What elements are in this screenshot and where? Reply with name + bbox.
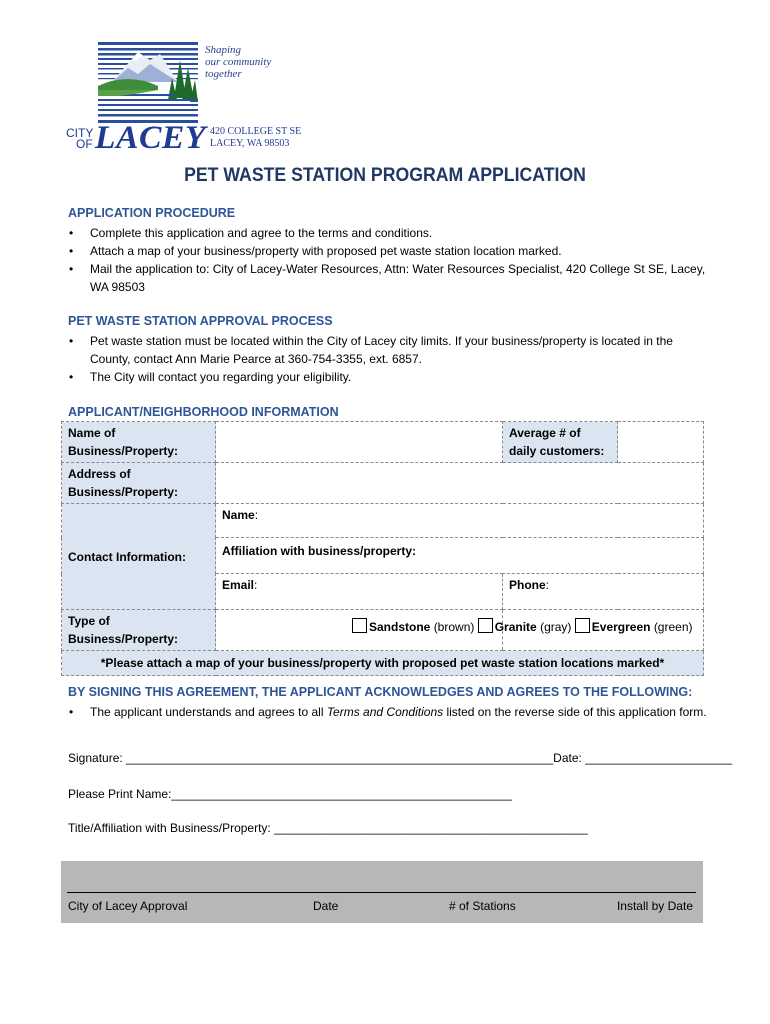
stations-label: # of Stations [449, 899, 516, 913]
approval-process-heading: PET WASTE STATION APPROVAL PROCESS [68, 314, 333, 328]
applicant-form-table [61, 421, 704, 676]
agreement-heading: BY SIGNING THIS AGREEMENT, THE APPLICANT ACKNOWLEDGES AND AGREES TO THE FOLLOWING: [68, 685, 693, 699]
checkbox-sandstone[interactable] [352, 618, 367, 633]
checkbox-evergreen[interactable] [575, 618, 590, 633]
option-sandstone[interactable]: Sandstone (brown) [352, 620, 474, 634]
list-item: • Pet waste station must be located within the City of Lacey city limits. If your business/property is located in the County, contact Ann Marie Pearce at 360-754-3355, ext. 6857. [68, 332, 708, 368]
avg-customers-label: Average # of daily customers: [503, 422, 618, 463]
business-type-label: Type of Business/Property: [62, 610, 216, 651]
city-of-lacey-logo-icon [98, 42, 198, 126]
logo-city-name: LACEY [94, 120, 206, 156]
contact-name-field[interactable]: Name: [216, 504, 704, 538]
logo-city-of: CITY OF [66, 126, 94, 151]
list-item: • Complete this application and agree to the terms and conditions. [68, 224, 708, 242]
business-name-field[interactable] [216, 422, 503, 463]
option-evergreen[interactable]: Evergreen (green) [575, 620, 693, 634]
list-item: • The applicant understands and agrees to all Terms and Conditions listed on the reverse side of this application form. [68, 703, 708, 721]
phone-label: Phone [509, 578, 546, 592]
business-name-label: Name of Business/Property: [62, 422, 216, 463]
contact-info-label: Contact Information: [62, 504, 216, 610]
map-note: *Please attach a map of your business/property with proposed pet waste station locations marked* [62, 651, 704, 676]
list-item: • Mail the application to: City of Lacey-Water Resources, Attn: Water Resources Specialist, 420 College St SE, Lacey, WA 98503 [68, 260, 708, 296]
station-type-checkboxes [352, 618, 693, 634]
procedure-list [68, 224, 708, 296]
list-item: • Attach a map of your business/property with proposed pet waste station location marked. [68, 242, 708, 260]
business-address-field[interactable] [216, 463, 704, 504]
business-address-label: Address of Business/Property: [62, 463, 216, 504]
checkbox-granite[interactable] [478, 618, 493, 633]
email-field[interactable]: Email: [216, 574, 503, 610]
title-affiliation-line[interactable]: Title/Affiliation with Business/Property: _______________________________________________ [68, 821, 588, 835]
email-label: Email [222, 578, 255, 592]
approval-rule [67, 892, 696, 893]
contact-name-label: Name [222, 508, 255, 522]
signature-label: Signature: [68, 751, 123, 765]
affiliation-field[interactable] [216, 538, 704, 574]
applicant-heading: APPLICANT/NEIGHBORHOOD INFORMATION [68, 405, 339, 419]
page-title: PET WASTE STATION PROGRAM APPLICATION [184, 165, 586, 186]
approval-label: City of Lacey Approval [68, 899, 188, 913]
approval-process-list [68, 332, 708, 386]
city-address: 420 COLLEGE ST SE LACEY, WA 98503 [210, 126, 302, 149]
approval-date-label: Date [313, 899, 339, 913]
city-logo [64, 40, 324, 160]
logo-tagline: Shaping our community together [205, 44, 272, 80]
print-name-line[interactable]: Please Print Name:___________________________________________________ [68, 787, 512, 801]
print-name-label: Please Print Name: [68, 787, 172, 801]
signature-line[interactable]: Signature: ________________________________________________________________Date: ______________________ [68, 751, 733, 765]
city-approval-bar [61, 861, 703, 923]
procedure-heading: APPLICATION PROCEDURE [68, 206, 236, 220]
option-granite[interactable]: Granite (gray) [478, 620, 572, 634]
affiliation-label: Affiliation with business/property: [222, 544, 417, 558]
title-affiliation-label: Title/Affiliation with Business/Property: [68, 821, 271, 835]
install-date-label: Install by Date [616, 899, 693, 913]
list-item: • The City will contact you regarding your eligibility. [68, 368, 708, 386]
agreement-list [68, 703, 708, 721]
date-label: Date: [553, 751, 582, 765]
avg-customers-field[interactable] [618, 422, 704, 463]
phone-field[interactable]: Phone: [503, 574, 704, 610]
